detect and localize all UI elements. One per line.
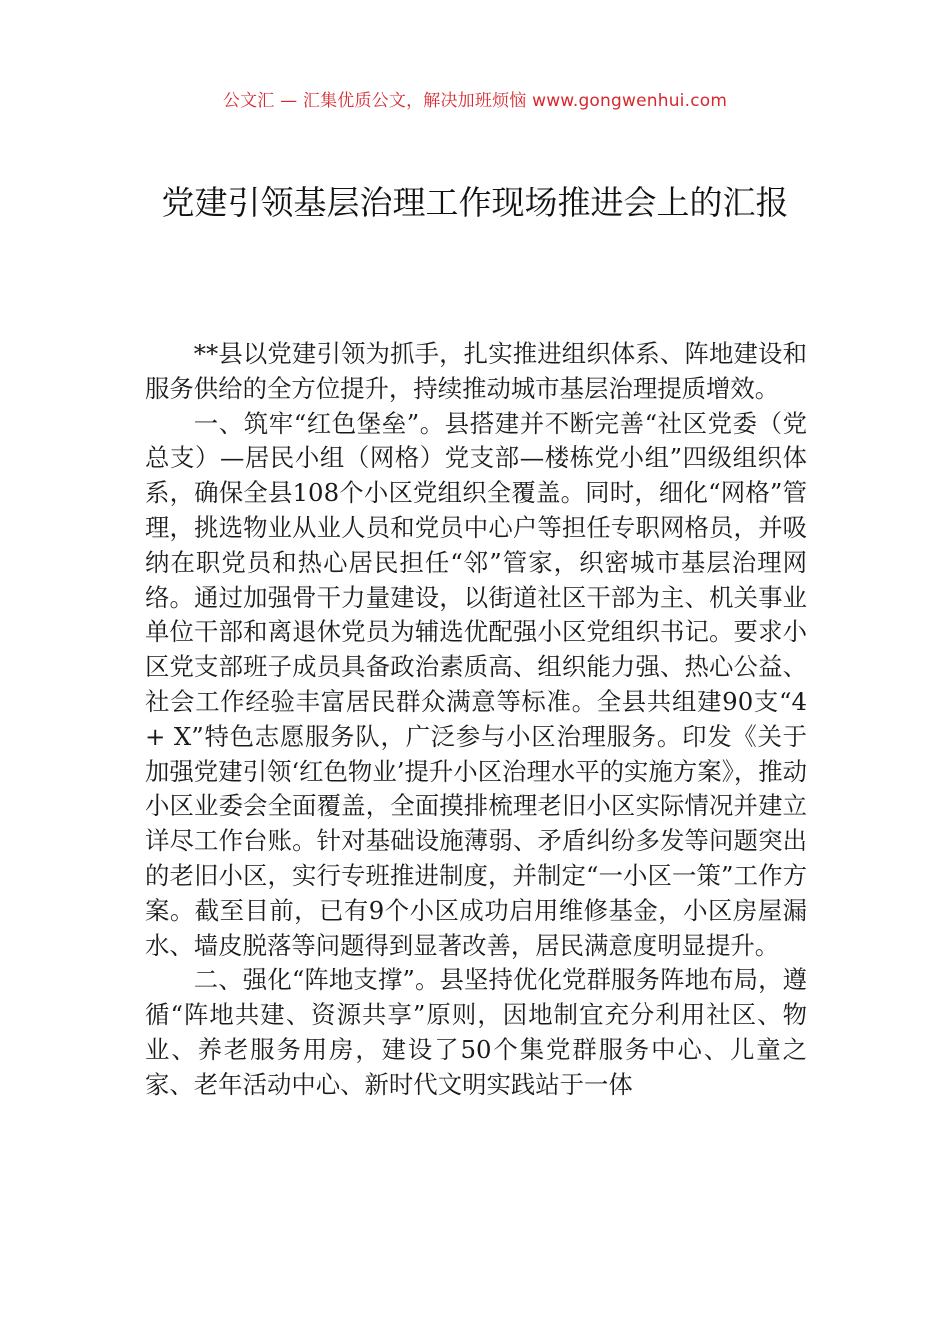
watermark-header: 公文汇 — 汇集优质公文，解决加班烦恼 www.gongwenhui.com [222, 91, 728, 111]
paragraph-intro: **县以党建引领为抓手，扎实推进组织体系、阵地建设和服务供给的全方位提升，持续推动城市基层治理提质增效。 [145, 339, 807, 403]
document-title: 党建引领基层治理工作现场推进会上的汇报 [161, 183, 789, 222]
document-body [145, 337, 807, 1103]
paragraph-section-1: 一、筑牢“红色堡垒”。县搭建并不断完善“社区党委（党总支）—居民小组（网格）党支部—楼栋党小组”四级组织体系，确保全县108个小区党组织全覆盖。同时，细化“网格”管理，挑选物业从业人员和党员中心户等担任专职网格员，并吸纳在职党员和热心居民担任“邻”管家，织密城市基层治理网络。通过加强骨干力量建设，以街道社区干部为主、机关事业单位干部和离退休党员为辅选优配强小区党组织书记。要求小区党支部班子成员具备政治素质高、组织能力强、热心公益、社会工作经验丰富居民群众满意等标准。全县共组建90支“4 + X”特色志愿服务队，广泛参与小区治理服务。印发《关于加强党建引领‘红色物业’提升小区治理水平的实施方案》，推动小区业委会全面覆盖，全面摸排梳理老旧小区实际情况并建立详尽工作台账。针对基础设施薄弱、矛盾纠纷多发等问题突出的老旧小区，实行专班推进制度，并制定“一小区一策”工作方案。截至目前，已有9个小区成功启用维修基金，小区房屋漏水、墙皮脱落等问题得到显著改善，居民满意度明显提升。 [145, 408, 807, 960]
paragraph-section-2: 二、强化“阵地支撑”。县坚持优化党群服务阵地布局，遵循“阵地共建、资源共享”原则，因地制宜充分利用社区、物业、养老服务用房，建设了50个集党群服务中心、儿童之家、老年活动中心、新时代文明实践站于一体 [145, 965, 807, 1099]
